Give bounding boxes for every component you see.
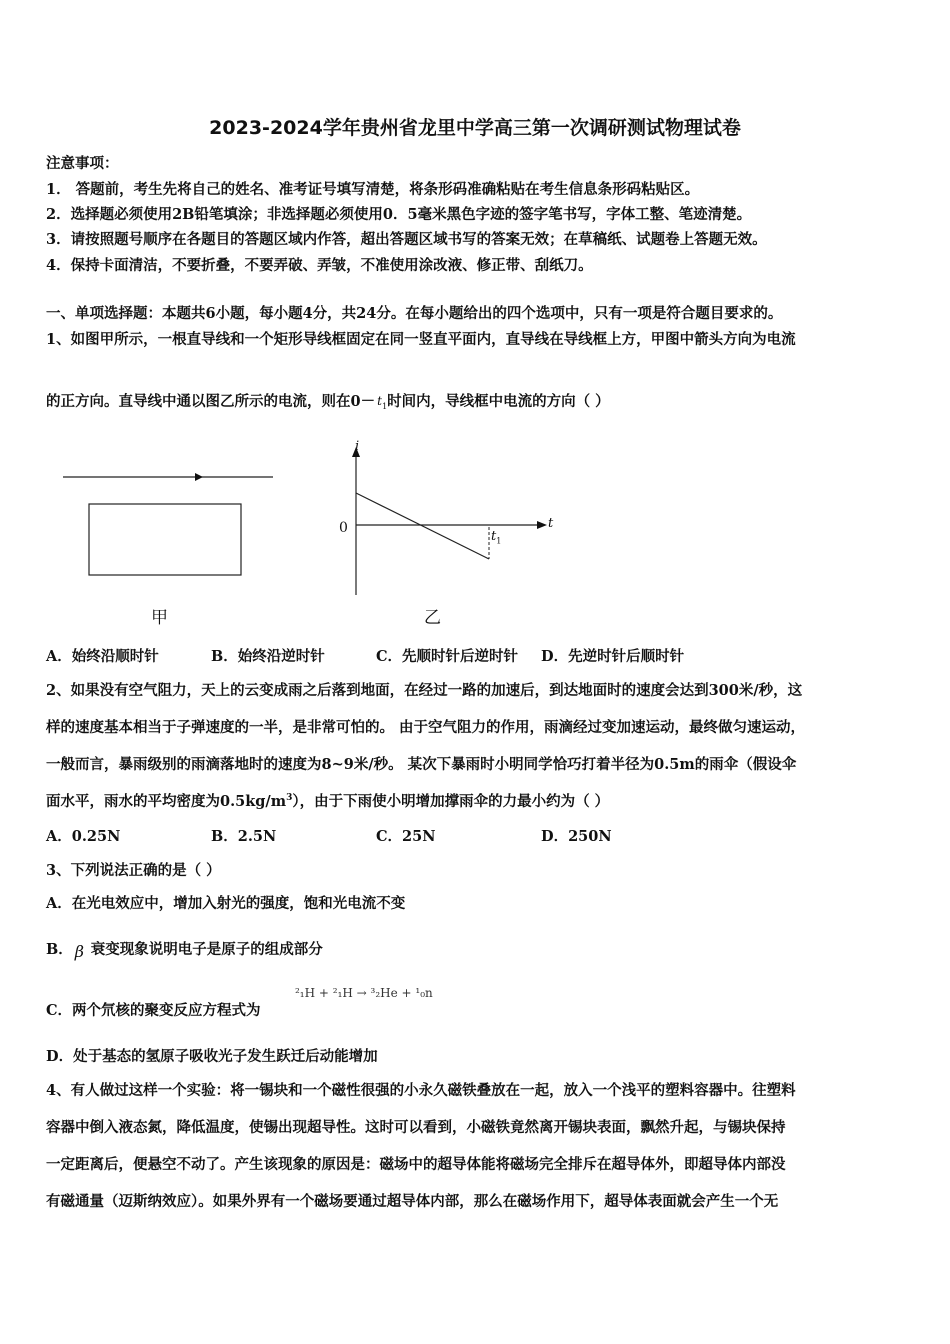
question-2-line: 2、如果没有空气阻力，天上的云变成雨之后落到地面，在经过一路的加速后，到达地面时的速度会达到300米/秒，这: [46, 682, 803, 699]
notice-heading: 注意事项：: [46, 155, 119, 172]
question-4-line: 有磁通量（迈斯纳效应）。如果外界有一个磁场要通过超导体内部，那么在磁场作用下，超导体表面就会产生一个无: [46, 1193, 779, 1210]
rectangular-loop: [89, 504, 241, 575]
current-line: [356, 493, 489, 559]
q2-option-d: D．250N: [541, 828, 612, 845]
notice-item: 4．保持卡面清洁，不要折叠，不要弄破、弄皱，不准使用涂改液、修正带、刮纸刀。: [46, 257, 593, 274]
question-1-text: 时间内，导线框中电流的方向（ ）: [387, 393, 610, 410]
q3-option-b: B． β 衰变现象说明电子是原子的组成部分: [46, 941, 323, 961]
q2-option-a: A．0.25N: [46, 828, 121, 845]
t-axis-arrow-icon: [537, 521, 547, 529]
question-4-line: 4、有人做过这样一个实验：将一锡块和一个磁性很强的小永久磁铁叠放在一起，放入一个浅平的塑料容器中。往塑料: [46, 1082, 796, 1099]
notice-item: 1． 答题前，考生先将自己的姓名、准考证号填写清楚，将条形码准确粘贴在考生信息条形码粘贴区。: [46, 181, 700, 198]
q3-option-c: C．两个氘核的聚变反应方程式为: [46, 1002, 261, 1019]
beta-symbol: β: [74, 942, 85, 961]
t1-subscript: 1: [382, 402, 388, 411]
question-2-line: 面水平，雨水的平均密度为$0.5kg/m^3$），由于下雨使小明增加撑雨伞的力最小约为（ ）: [46, 793, 610, 810]
q3-option-a: A．在光电效应中，增加入射光的强度，饱和光电流不变: [46, 895, 406, 912]
figure-yi-label: 乙: [424, 608, 441, 628]
notice-item: 2．选择题必须使用2B铅笔填涂；非选择题必须使用0．5毫米黑色字迹的签字笔书写，字体工整、笔迹清楚。: [46, 206, 752, 223]
figure-yi: [325, 435, 565, 600]
fusion-equation: ²₁H + ²₁H → ³₂He + ¹₀n: [295, 986, 433, 1000]
q1-option-d: D．先逆时针后顺时针: [541, 648, 685, 665]
q2-option-b: B．2.5N: [211, 828, 277, 845]
question-4-line: 容器中倒入液态氮，降低温度，使锡出现超导性。这时可以看到，小磁铁竟然离开锡块表面，飘然升起，与锡块保持: [46, 1119, 786, 1136]
axis-origin-label: 0: [339, 520, 348, 536]
question-1-line: [46, 390, 610, 411]
figure-jia: [55, 465, 285, 590]
q1-option-b: B．始终沿逆时针: [211, 648, 325, 665]
question-2-line: 一般而言，暴雨级别的雨滴落地时的速度为8~9米/秒。 某次下暴雨时小明同学恰巧打着半径为0.5m的雨伞（假设伞: [46, 756, 797, 773]
q1-option-a: A．始终沿顺时针: [46, 648, 159, 665]
figure-jia-label: 甲: [151, 608, 168, 628]
q3-option-d: D．处于基态的氢原子吸收光子发生跃迁后动能增加: [46, 1048, 378, 1065]
current-arrow-icon: [195, 473, 203, 481]
t1-symbol: t: [377, 394, 382, 408]
notice-item: 3．请按照题号顺序在各题目的答题区域内作答，超出答题区域书写的答案无效；在草稿纸、试题卷上答题无效。: [46, 231, 767, 248]
section-heading: 一、单项选择题：本题共6小题，每小题4分，共24分。在每小题给出的四个选项中，只有一项是符合题目要求的。: [46, 305, 783, 322]
axis-t1-label: $t_1$: [491, 529, 502, 546]
axis-t-label: t: [548, 516, 554, 531]
question-1-text: 的正方向。直导线中通以图乙所示的电流，则在0－: [46, 393, 376, 410]
question-4-line: 一定距离后，便悬空不动了。产生该现象的原因是：磁场中的超导体能将磁场完全排斥在超导体外，即超导体内部没: [46, 1156, 786, 1173]
q2-option-c: C．25N: [376, 828, 436, 845]
question-2-line: 样的速度基本相当于子弹速度的一半，是非常可怕的。 由于空气阻力的作用，雨滴经过变加速运动，最终做匀速运动，: [46, 719, 806, 736]
axis-i-label: i: [355, 439, 360, 454]
question-1-line: 1、如图甲所示，一根直导线和一个矩形导线框固定在同一竖直平面内，直导线在导线框上方，甲图中箭头方向为电流: [46, 331, 796, 348]
page-title: 2023-2024学年贵州省龙里中学高三第一次调研测试物理试卷: [209, 117, 741, 139]
question-3-stem: 3、下列说法正确的是（ ）: [46, 862, 221, 879]
q1-option-c: C．先顺时针后逆时针: [376, 648, 519, 665]
